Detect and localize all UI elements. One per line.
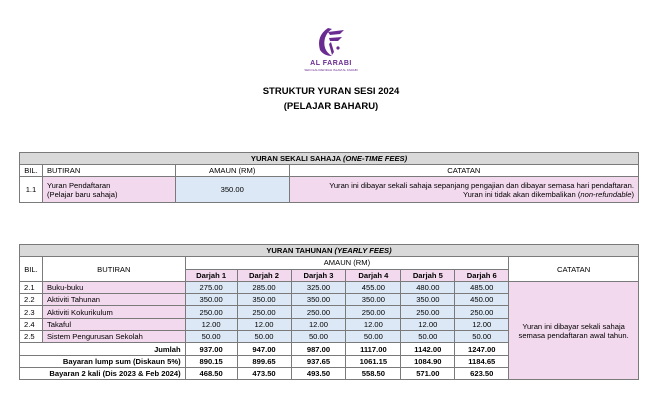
- fee-cell: 250.00: [237, 306, 291, 318]
- darjah-header: Darjah 2: [237, 269, 291, 281]
- col-bil: BIL.: [20, 257, 43, 282]
- fee-cell: 455.00: [346, 281, 401, 293]
- summary-label: Bayaran 2 kali (Dis 2023 & Feb 2024): [20, 367, 186, 379]
- row-bil: 2.3: [20, 306, 43, 318]
- catatan-close: ): [631, 189, 634, 199]
- butiran-note: (Pelajar baru sahaja): [46, 189, 118, 199]
- fee-cell: 50.00: [237, 331, 291, 343]
- fee-cell: 350.00: [401, 294, 455, 306]
- fee-cell: 325.00: [291, 281, 346, 293]
- summary-cell: 899.65: [237, 355, 291, 367]
- summary-cell: 987.00: [291, 343, 346, 355]
- fee-cell: 250.00: [455, 306, 509, 318]
- summary-cell: 1061.15: [346, 355, 401, 367]
- summary-cell: 473.50: [237, 367, 291, 379]
- col-bil: BIL.: [20, 165, 43, 177]
- yearly-fees-table: [19, 244, 639, 380]
- fee-cell: 350.00: [185, 294, 237, 306]
- summary-cell: 1184.65: [455, 355, 509, 367]
- catatan-line1: Yuran ini dibayar sekali sahaja: [522, 321, 625, 331]
- one-time-fees-table: [19, 152, 639, 203]
- col-butiran: BUTIRAN: [42, 165, 175, 177]
- summary-label: Jumlah: [20, 343, 186, 355]
- fee-cell: 12.00: [291, 318, 346, 330]
- row-amaun: 350.00: [175, 177, 289, 203]
- row-butiran: Takaful: [42, 318, 185, 330]
- row-bil: 2.2: [20, 294, 43, 306]
- summary-cell: 937.00: [185, 343, 237, 355]
- col-amaun: AMAUN (RM): [185, 257, 509, 269]
- catatan-line1: Yuran ini dibayar sekali sahaja sepanjang pengajian dan dibayar semasa hari pendaftaran.: [329, 180, 634, 190]
- logo-name: AL FARABI: [310, 60, 352, 67]
- fee-cell: 12.00: [346, 318, 401, 330]
- fee-cell: 285.00: [237, 281, 291, 293]
- fee-cell: 50.00: [401, 331, 455, 343]
- fee-cell: 12.00: [185, 318, 237, 330]
- row-bil: 1.1: [20, 177, 43, 203]
- row-butiran: Aktiviti Kokurikulum: [42, 306, 185, 318]
- col-catatan: CATATAN: [289, 165, 638, 177]
- fee-cell: 275.00: [185, 281, 237, 293]
- summary-cell: 1142.00: [401, 343, 455, 355]
- school-logo: [298, 22, 364, 74]
- row-butiran: Buku-buku: [42, 281, 185, 293]
- fee-cell: 350.00: [346, 294, 401, 306]
- catatan-em: non-refundable: [580, 189, 632, 199]
- catatan-line2: [294, 190, 634, 199]
- fee-cell: 250.00: [291, 306, 346, 318]
- summary-cell: 623.50: [455, 367, 509, 379]
- butiran-line: Yuran Pendaftaran: [46, 180, 111, 190]
- summary-cell: 558.50: [346, 367, 401, 379]
- fee-cell: 485.00: [455, 281, 509, 293]
- row-bil: 2.5: [20, 331, 43, 343]
- darjah-header: Darjah 3: [291, 269, 346, 281]
- fee-cell: 450.00: [455, 294, 509, 306]
- logo-tagline: SEKOLAH RENDAH ISLAM AL FARABI: [304, 68, 358, 72]
- col-amaun: AMAUN (RM): [175, 165, 289, 177]
- one-time-heading: [20, 153, 639, 165]
- darjah-header: Darjah 4: [346, 269, 401, 281]
- summary-cell: 493.50: [291, 367, 346, 379]
- fee-cell: 12.00: [401, 318, 455, 330]
- row-butiran: Aktiviti Tahunan: [42, 294, 185, 306]
- heading-em: (ONE-TIME FEES): [343, 154, 408, 163]
- summary-label: Bayaran lump sum (Diskaun 5%): [20, 355, 186, 367]
- summary-cell: 468.50: [185, 367, 237, 379]
- fee-cell: 50.00: [346, 331, 401, 343]
- row-bil: 2.4: [20, 318, 43, 330]
- heading-text: YURAN SEKALI SAHAJA: [250, 154, 343, 163]
- fee-cell: 350.00: [291, 294, 346, 306]
- darjah-header: Darjah 5: [401, 269, 455, 281]
- darjah-header: Darjah 6: [455, 269, 509, 281]
- col-catatan: CATATAN: [509, 257, 639, 282]
- crescent-logo-icon: [298, 22, 364, 60]
- fee-cell: 50.00: [185, 331, 237, 343]
- fee-cell: 50.00: [455, 331, 509, 343]
- row-butiran: Sistem Pengurusan Sekolah: [42, 331, 185, 343]
- table-row: [20, 177, 639, 203]
- heading-em: (YEARLY FEES): [334, 246, 392, 256]
- table-row: [20, 281, 639, 293]
- catatan-line2: semasa pendaftaran awal tahun.: [518, 330, 629, 340]
- fee-cell: 250.00: [346, 306, 401, 318]
- heading-text: YURAN TAHUNAN: [266, 246, 335, 256]
- catatan-text: Yuran ini tidak akan dikembalikan (: [463, 189, 581, 199]
- fee-cell: 12.00: [237, 318, 291, 330]
- col-butiran: BUTIRAN: [42, 257, 185, 282]
- summary-cell: 1247.00: [455, 343, 509, 355]
- yearly-catatan: [509, 281, 639, 379]
- summary-cell: 1117.00: [346, 343, 401, 355]
- fee-cell: 350.00: [237, 294, 291, 306]
- row-bil: 2.1: [20, 281, 43, 293]
- page-title: STRUKTUR YURAN SESI 2024: [262, 86, 400, 97]
- fee-cell: 480.00: [401, 281, 455, 293]
- fee-cell: 50.00: [291, 331, 346, 343]
- row-butiran: [42, 177, 175, 203]
- summary-cell: 1084.90: [401, 355, 455, 367]
- fee-cell: 12.00: [455, 318, 509, 330]
- page-subtitle: (PELAJAR BAHARU): [283, 101, 379, 112]
- summary-cell: 947.00: [237, 343, 291, 355]
- summary-cell: 937.65: [291, 355, 346, 367]
- yearly-heading: [20, 245, 639, 257]
- row-catatan: [289, 177, 638, 203]
- fee-cell: 250.00: [185, 306, 237, 318]
- darjah-header: Darjah 1: [185, 269, 237, 281]
- summary-cell: 571.00: [401, 367, 455, 379]
- summary-cell: 890.15: [185, 355, 237, 367]
- fee-cell: 250.00: [401, 306, 455, 318]
